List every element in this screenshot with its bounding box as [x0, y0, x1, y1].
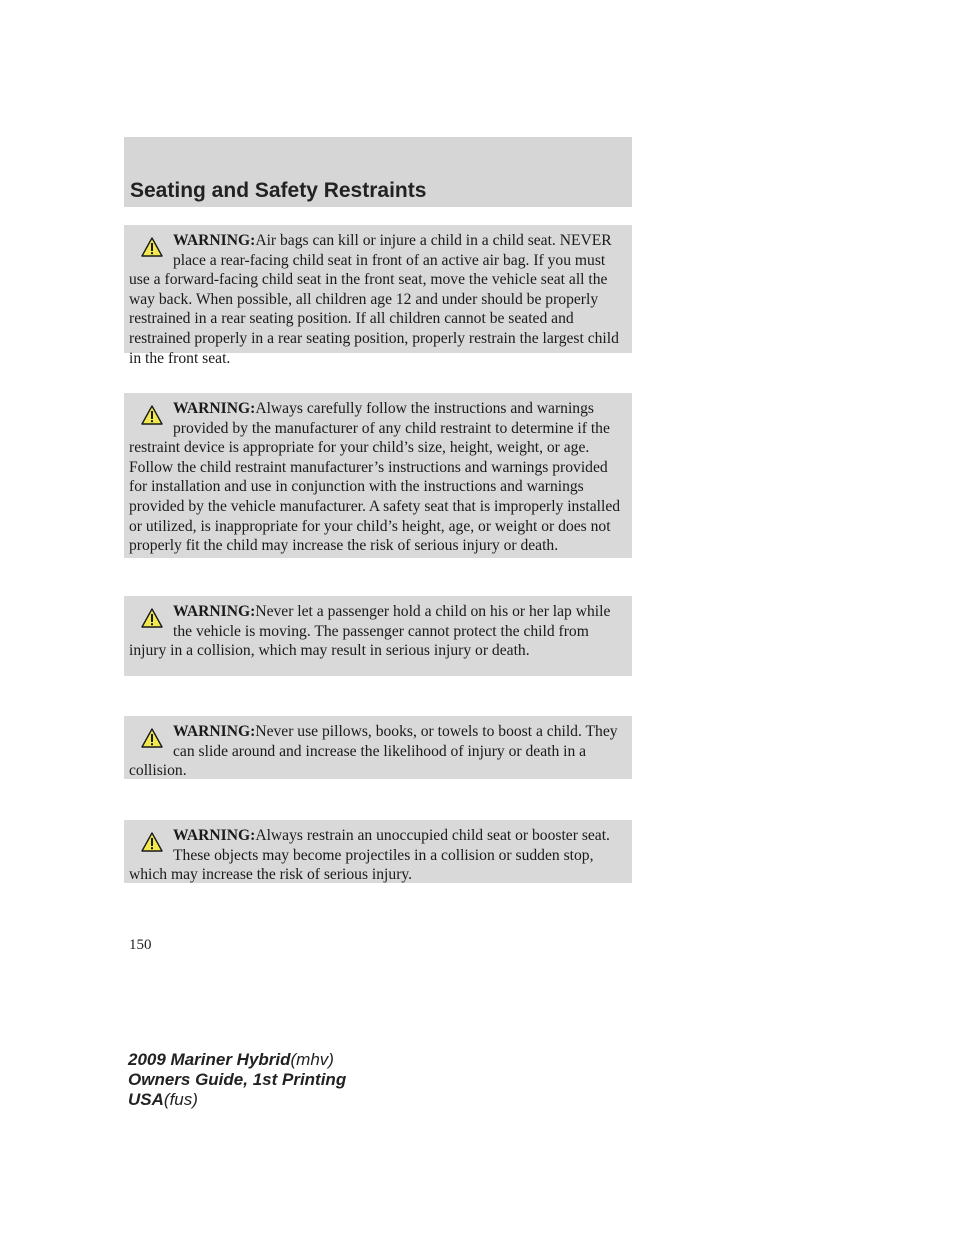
- footer-line-market: [128, 1090, 346, 1110]
- warning-label: WARNING:: [173, 232, 256, 249]
- warning-triangle-icon: [129, 399, 173, 437]
- warning-text: Air bags can kill or injure a child in a child seat. NEVER place a rear-facing child seat in front of an active air bag. If you must use a forward-facing child seat in the front seat, move the vehicle seat all the way back. When possible, all children age 12 and under should be properly restrained in a rear seating position. If all children cannot be seated and restrained properly in a rear seating position, properly restrain the largest child in the front seat.: [129, 232, 619, 367]
- footer-line-printing: Owners Guide, 1st Printing: [128, 1070, 347, 1089]
- warning-triangle-icon: [129, 602, 173, 640]
- warning-text: Always restrain an unoccupied child seat or booster seat. These objects may become projectiles in a collision or sudden stop, which may increase the risk of serious injury.: [129, 827, 610, 884]
- footer-model-code: (mhv): [290, 1050, 334, 1069]
- warning-label: WARNING:: [173, 603, 256, 620]
- warning-text: Always carefully follow the instructions and warnings provided by the manufacturer of any child restraint to determine if the restraint device is appropriate for your child’s size, height, weight, or age. Follow the child restraint manufacturer’s instructions and warnings provided for installation and use in conjunction with the instructions and warnings provided by the vehicle manufacturer. A safety seat that is improperly installed or utilized, is inappropriate for your child’s height, age, or weight or does not properly fit the child may increase the risk of serious injury or death.: [129, 400, 621, 555]
- warning-box-4: [124, 716, 632, 779]
- page-number: 150: [129, 937, 152, 953]
- warning-box-1: [124, 225, 632, 367]
- warning-triangle-icon: [129, 231, 173, 269]
- footer-market: USA: [128, 1090, 164, 1109]
- warning-label: WARNING:: [173, 723, 256, 740]
- section-title: Seating and Safety Restraints: [130, 179, 427, 202]
- footer-line-model: [128, 1050, 346, 1070]
- warning-box-2: [124, 393, 632, 558]
- warning-box-5: [124, 820, 632, 883]
- footer-market-code: (fus): [163, 1090, 198, 1109]
- footer-model: 2009 Mariner Hybrid: [128, 1050, 291, 1069]
- warning-text: Never use pillows, books, or towels to boost a child. They can slide around and increase the likelihood of injury or death in a collision.: [129, 723, 618, 780]
- warning-label: WARNING:: [173, 827, 256, 844]
- section-header-band: [124, 137, 632, 207]
- warning-label: WARNING:: [173, 400, 256, 417]
- footer-imprint: [128, 1050, 346, 1110]
- warning-triangle-icon: [129, 722, 173, 760]
- warning-text: Never let a passenger hold a child on his or her lap while the vehicle is moving. The passenger cannot protect the child from injury in a collision, which may result in serious injury or death.: [129, 603, 611, 660]
- warning-triangle-icon: [129, 826, 173, 864]
- warning-box-3: [124, 596, 632, 676]
